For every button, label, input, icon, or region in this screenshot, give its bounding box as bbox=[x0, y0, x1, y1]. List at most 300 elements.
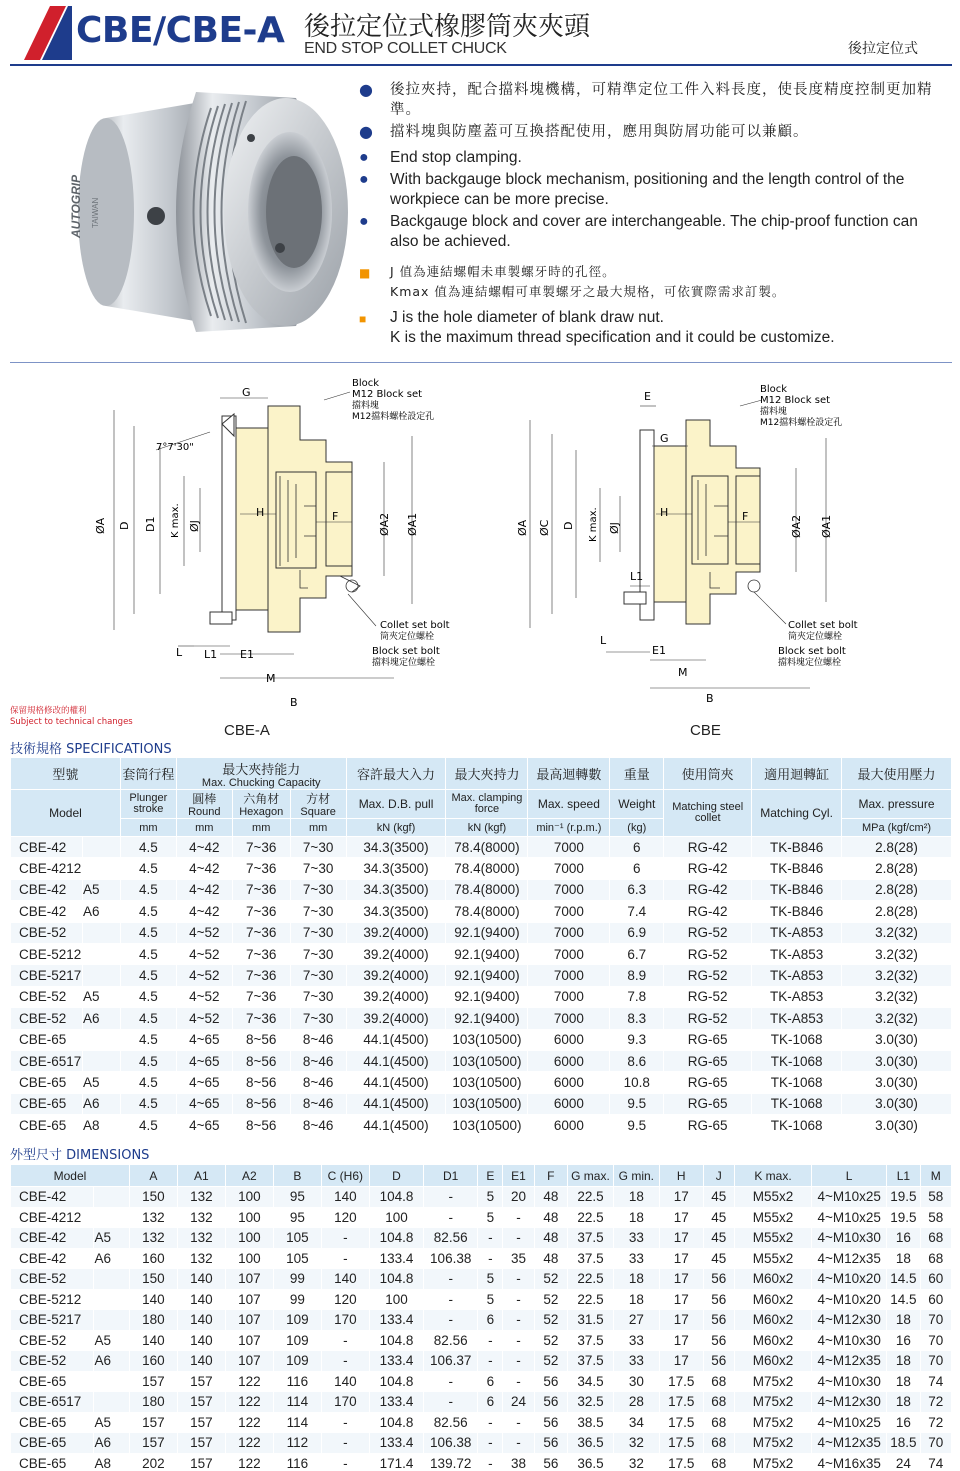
spec-cell: 7~36 bbox=[232, 943, 290, 964]
dim-cell: 31.5 bbox=[568, 1310, 614, 1331]
spec-header: 使用筒夾 bbox=[664, 758, 752, 790]
spec-cell: 7000 bbox=[528, 837, 610, 858]
dim-cell: 33 bbox=[613, 1351, 659, 1372]
spec-cell: 6000 bbox=[528, 1115, 610, 1136]
dim-cell: 132 bbox=[177, 1207, 225, 1228]
dim-label-l1: L1 bbox=[630, 570, 644, 583]
dim-cell: - bbox=[503, 1412, 534, 1433]
dim-cell: 95 bbox=[273, 1187, 321, 1208]
dim-cell: 17 bbox=[659, 1207, 703, 1228]
dim-cell: 18.5 bbox=[887, 1433, 920, 1454]
spec-cell: RG-52 bbox=[664, 922, 752, 943]
spec-cell: 6 bbox=[610, 858, 664, 879]
dim-cell: 33 bbox=[613, 1228, 659, 1249]
dim-cell: 140 bbox=[321, 1371, 369, 1392]
spec-cell: 4~42 bbox=[176, 837, 232, 858]
dim-cell: 18 bbox=[887, 1351, 920, 1372]
spec-cell: 4.5 bbox=[120, 943, 176, 964]
bullet-square-icon: ■ bbox=[359, 312, 367, 326]
spec-unit: MPa (kgf/cm²) bbox=[842, 819, 952, 837]
dim-cell: 133.4 bbox=[369, 1248, 423, 1269]
feature-item: ● 擋料塊與防塵蓋可互換搭配使用，應用與防屑功能可以兼顧。 bbox=[359, 122, 809, 141]
title-english: END STOP COLLET CHUCK bbox=[304, 40, 507, 57]
callout-block-set: M12 Block set bbox=[760, 395, 831, 406]
spec-cell: 9.5 bbox=[610, 1115, 664, 1136]
dim-cell: M60x2 bbox=[734, 1351, 811, 1372]
dim-cell: 36.5 bbox=[568, 1453, 614, 1471]
spec-row bbox=[11, 1093, 952, 1114]
dim-cell: 150 bbox=[129, 1187, 177, 1208]
spec-cell: 103(10500) bbox=[446, 1029, 528, 1050]
dim-cell: 105 bbox=[273, 1228, 321, 1249]
bullet-dot-icon: ● bbox=[359, 122, 374, 141]
spec-cell: 44.1(4500) bbox=[346, 1072, 446, 1093]
dim-cell: 4~M12x35 bbox=[812, 1351, 887, 1372]
spec-section-title: 技術規格 SPECIFICATIONS bbox=[10, 742, 172, 757]
spec-cell: 4~65 bbox=[176, 1115, 232, 1136]
spec-cell-variant: A6 bbox=[82, 1008, 120, 1029]
dim-cell-model: CBE-65 bbox=[11, 1433, 94, 1454]
dim-cell: 56 bbox=[703, 1330, 734, 1351]
dim-cell: 106.38 bbox=[424, 1248, 478, 1269]
spec-cell: 4.5 bbox=[120, 1050, 176, 1071]
spec-cell-model: CBE-42 bbox=[11, 879, 83, 900]
brand-slash-logo bbox=[14, 6, 72, 60]
dim-cell: 116 bbox=[273, 1453, 321, 1471]
spec-table bbox=[10, 757, 952, 1136]
dim-cell: 68 bbox=[703, 1392, 734, 1413]
dim-cell: 35 bbox=[503, 1248, 534, 1269]
spec-cell: 9.3 bbox=[610, 1029, 664, 1050]
dim-cell: 30 bbox=[613, 1371, 659, 1392]
dim-cell-model: CBE-52 bbox=[11, 1351, 94, 1372]
dim-header: E bbox=[478, 1165, 503, 1187]
spec-header: Max. D.B. pull bbox=[346, 790, 446, 819]
dim-cell: 19.5 bbox=[887, 1187, 920, 1208]
feature-item: ● With backgauge block mechanism, positioning and the length control of the workpiece can be more precise. bbox=[359, 171, 905, 208]
dim-cell-variant bbox=[94, 1371, 129, 1392]
dim-cell: 56 bbox=[534, 1371, 567, 1392]
dim-header: M bbox=[920, 1165, 951, 1187]
dim-cell: 133.4 bbox=[369, 1351, 423, 1372]
spec-cell: 92.1(9400) bbox=[446, 986, 528, 1007]
dim-cell: 70 bbox=[920, 1351, 951, 1372]
dim-cell: 56 bbox=[534, 1453, 567, 1471]
dim-cell: 4~M10x30 bbox=[812, 1228, 887, 1249]
dim-cell: - bbox=[503, 1289, 534, 1310]
dim-label-g: G bbox=[660, 432, 669, 445]
spec-cell-model: CBE-65 bbox=[11, 1072, 83, 1093]
dim-cell: 132 bbox=[177, 1228, 225, 1249]
dim-cell: 18 bbox=[887, 1248, 920, 1269]
dim-cell-model: CBE-5217 bbox=[11, 1310, 94, 1331]
spec-cell: 92.1(9400) bbox=[446, 922, 528, 943]
callout-block-set-zh: M12擋料螺栓設定孔 bbox=[760, 418, 843, 428]
spec-cell: 8~46 bbox=[290, 1093, 346, 1114]
dim-cell: 82.56 bbox=[424, 1412, 478, 1433]
spec-cell: TK-1068 bbox=[752, 1115, 842, 1136]
dim-cell: 4~M10x30 bbox=[812, 1330, 887, 1351]
dim-cell: 180 bbox=[129, 1392, 177, 1413]
dim-cell: 56 bbox=[534, 1412, 567, 1433]
spec-cell: 7~36 bbox=[232, 837, 290, 858]
spec-cell: 4.5 bbox=[120, 837, 176, 858]
dim-header: F bbox=[534, 1165, 567, 1187]
dim-cell: 56 bbox=[534, 1433, 567, 1454]
dim-cell: 157 bbox=[129, 1433, 177, 1454]
dim-cell: - bbox=[424, 1207, 478, 1228]
spec-cell: 7.8 bbox=[610, 986, 664, 1007]
spec-cell: 7~36 bbox=[232, 922, 290, 943]
spec-header: Plunger stroke bbox=[120, 790, 176, 819]
spec-cell-model: CBE-52 bbox=[11, 1008, 83, 1029]
dim-cell-variant: A5 bbox=[94, 1228, 129, 1249]
dim-cell: - bbox=[424, 1269, 478, 1290]
callout-block-bolt: Block set bolt bbox=[778, 646, 846, 657]
dim-cell: 120 bbox=[321, 1207, 369, 1228]
spec-cell: 4.5 bbox=[120, 965, 176, 986]
spec-header: 型號 bbox=[11, 758, 121, 790]
spec-cell: 4.5 bbox=[120, 922, 176, 943]
dim-header: J bbox=[703, 1165, 734, 1187]
dim-label-c: ØC bbox=[538, 519, 551, 536]
spec-row bbox=[11, 858, 952, 879]
spec-cell: 39.2(4000) bbox=[346, 943, 446, 964]
section-divider bbox=[10, 362, 952, 363]
dim-cell: 140 bbox=[321, 1269, 369, 1290]
dim-label-l: L bbox=[600, 634, 607, 647]
spec-row bbox=[11, 1115, 952, 1136]
spec-cell: TK-A853 bbox=[752, 986, 842, 1007]
note-item: ■ J 值為連結螺帽未車製螺牙時的孔徑。 Kmax 值為連結螺帽可車製螺牙之最大規格，可依實際需求訂製。 bbox=[359, 264, 786, 299]
spec-cell: 3.2(32) bbox=[842, 986, 952, 1007]
spec-cell: 7~36 bbox=[232, 986, 290, 1007]
dim-cell: 52 bbox=[534, 1310, 567, 1331]
dim-cell: 157 bbox=[177, 1392, 225, 1413]
dim-cell: 139.72 bbox=[424, 1453, 478, 1471]
callout-collet-bolt-zh: 筒夾定位螺栓 bbox=[380, 632, 435, 642]
spec-cell: 7~30 bbox=[290, 943, 346, 964]
dim-cell: 106.38 bbox=[424, 1433, 478, 1454]
spec-cell: 4.5 bbox=[120, 901, 176, 922]
dim-cell: 4~M12x30 bbox=[812, 1392, 887, 1413]
spec-cell: 4.5 bbox=[120, 1008, 176, 1029]
dim-row bbox=[11, 1453, 952, 1471]
dim-cell: 22.5 bbox=[568, 1207, 614, 1228]
dim-cell: 4~M10x30 bbox=[812, 1371, 887, 1392]
title-chinese: 後拉定位式橡膠筒夾夾頭 bbox=[304, 12, 591, 42]
dim-cell: 140 bbox=[321, 1187, 369, 1208]
dim-cell-variant: A6 bbox=[94, 1433, 129, 1454]
spec-unit: min⁻¹ (r.p.m.) bbox=[528, 819, 610, 837]
dim-cell: 17 bbox=[659, 1330, 703, 1351]
dim-cell: 37.5 bbox=[568, 1330, 614, 1351]
spec-cell: 34.3(3500) bbox=[346, 901, 446, 922]
dim-cell: 17.5 bbox=[659, 1412, 703, 1433]
bullet-square-icon: ■ bbox=[359, 266, 372, 280]
spec-cell: 3.2(32) bbox=[842, 1008, 952, 1029]
dim-cell: 157 bbox=[177, 1433, 225, 1454]
dim-cell: 140 bbox=[177, 1351, 225, 1372]
spec-cell-variant: A8 bbox=[82, 1115, 120, 1136]
spec-cell: 4.5 bbox=[120, 879, 176, 900]
spec-cell: TK-B846 bbox=[752, 901, 842, 922]
dim-cell: 160 bbox=[129, 1351, 177, 1372]
dim-label-g: G bbox=[242, 386, 251, 399]
spec-cell: 7~30 bbox=[290, 986, 346, 1007]
spec-cell: 3.0(30) bbox=[842, 1050, 952, 1071]
dim-cell: 133.4 bbox=[369, 1392, 423, 1413]
dim-cell: 157 bbox=[177, 1371, 225, 1392]
dim-cell-variant: A8 bbox=[94, 1453, 129, 1471]
dim-cell: 82.56 bbox=[424, 1228, 478, 1249]
dim-cell: 82.56 bbox=[424, 1330, 478, 1351]
dim-cell: 104.8 bbox=[369, 1269, 423, 1290]
model-title: CBE/CBE-A bbox=[76, 10, 285, 51]
spec-cell: 3.0(30) bbox=[842, 1072, 952, 1093]
dim-cell: 170 bbox=[321, 1392, 369, 1413]
dim-label-e: E bbox=[644, 390, 651, 403]
callout-collet-bolt: Collet set bolt bbox=[380, 620, 450, 631]
dim-cell: 68 bbox=[703, 1412, 734, 1433]
page-header bbox=[0, 0, 960, 68]
dim-cell: 5 bbox=[478, 1207, 503, 1228]
dim-cell: 70 bbox=[920, 1310, 951, 1331]
spec-unit: mm bbox=[232, 819, 290, 837]
spec-cell: TK-A853 bbox=[752, 1008, 842, 1029]
dim-cell: 68 bbox=[703, 1433, 734, 1454]
dim-cell: - bbox=[424, 1310, 478, 1331]
bullet-dot-icon: ● bbox=[359, 80, 374, 99]
spec-cell: 7~36 bbox=[232, 858, 290, 879]
spec-cell: 34.3(3500) bbox=[346, 858, 446, 879]
dim-cell: 58 bbox=[920, 1187, 951, 1208]
spec-cell-variant: A6 bbox=[82, 901, 120, 922]
dim-cell: 60 bbox=[920, 1289, 951, 1310]
dim-label-a1: ØA1 bbox=[406, 512, 419, 536]
dim-cell-variant bbox=[94, 1207, 129, 1228]
spec-cell: 8~46 bbox=[290, 1050, 346, 1071]
dim-cell: - bbox=[478, 1351, 503, 1372]
spec-cell: 8~46 bbox=[290, 1072, 346, 1093]
spec-cell: TK-A853 bbox=[752, 943, 842, 964]
dim-cell-model: CBE-5212 bbox=[11, 1289, 94, 1310]
dim-cell-variant bbox=[94, 1269, 129, 1290]
dim-row bbox=[11, 1269, 952, 1290]
dim-cell-model: CBE-42 bbox=[11, 1187, 94, 1208]
spec-cell: 7~30 bbox=[290, 1008, 346, 1029]
dim-cell: 116 bbox=[273, 1371, 321, 1392]
spec-cell: 4~65 bbox=[176, 1093, 232, 1114]
callout-block: Block bbox=[760, 384, 788, 395]
dim-cell: 100 bbox=[225, 1248, 273, 1269]
dim-cell: 18 bbox=[887, 1392, 920, 1413]
dim-cell: 5 bbox=[478, 1187, 503, 1208]
dim-row bbox=[11, 1351, 952, 1372]
dim-label-m: M bbox=[266, 672, 276, 685]
note-item: ■ J is the hole diameter of blank draw nut. K is the maximum thread specification and it could be customize. bbox=[359, 309, 835, 346]
dim-cell: 107 bbox=[225, 1269, 273, 1290]
dim-cell: 106.37 bbox=[424, 1351, 478, 1372]
dim-label-h: H bbox=[256, 506, 265, 519]
spec-cell: 8~46 bbox=[290, 1029, 346, 1050]
dim-cell: 22.5 bbox=[568, 1269, 614, 1290]
dim-row bbox=[11, 1412, 952, 1433]
spec-cell: 7~36 bbox=[232, 965, 290, 986]
dim-cell: 122 bbox=[225, 1453, 273, 1471]
spec-cell-variant: A5 bbox=[82, 986, 120, 1007]
dim-cell: 180 bbox=[129, 1310, 177, 1331]
dim-cell: 17.5 bbox=[659, 1453, 703, 1471]
dim-label-a: ØA bbox=[94, 517, 107, 534]
dim-cell: 140 bbox=[177, 1330, 225, 1351]
dim-cell: - bbox=[503, 1207, 534, 1228]
dim-cell: 157 bbox=[129, 1371, 177, 1392]
spec-header: 重量 bbox=[610, 758, 664, 790]
dim-cell: - bbox=[478, 1433, 503, 1454]
dim-cell: 140 bbox=[129, 1289, 177, 1310]
spec-cell-variant bbox=[82, 1050, 120, 1071]
dim-cell: - bbox=[478, 1248, 503, 1269]
spec-cell: RG-42 bbox=[664, 901, 752, 922]
spec-cell: 2.8(28) bbox=[842, 901, 952, 922]
dim-cell: 18 bbox=[887, 1310, 920, 1331]
spec-cell: 6.3 bbox=[610, 879, 664, 900]
category-label: 後拉定位式 bbox=[848, 41, 918, 57]
spec-cell: RG-65 bbox=[664, 1093, 752, 1114]
spec-cell: 4.5 bbox=[120, 858, 176, 879]
dim-cell: 45 bbox=[703, 1187, 734, 1208]
dim-cell: 160 bbox=[129, 1248, 177, 1269]
dim-cell: 104.8 bbox=[369, 1228, 423, 1249]
spec-row bbox=[11, 1008, 952, 1029]
dim-cell-variant: A6 bbox=[94, 1248, 129, 1269]
dim-cell: 68 bbox=[703, 1371, 734, 1392]
spec-cell: 4.5 bbox=[120, 1115, 176, 1136]
spec-cell: TK-A853 bbox=[752, 922, 842, 943]
dim-cell: 100 bbox=[225, 1187, 273, 1208]
dim-cell: 157 bbox=[177, 1412, 225, 1433]
dim-cell: - bbox=[503, 1433, 534, 1454]
dim-label-d1: D1 bbox=[144, 516, 157, 532]
dim-cell-model: CBE-42 bbox=[11, 1228, 94, 1249]
dim-table bbox=[10, 1164, 952, 1471]
dim-cell: 68 bbox=[920, 1248, 951, 1269]
spec-cell: TK-1068 bbox=[752, 1029, 842, 1050]
spec-cell-variant bbox=[82, 858, 120, 879]
spec-cell: 4~52 bbox=[176, 943, 232, 964]
spec-cell-variant bbox=[82, 1029, 120, 1050]
dim-cell: 109 bbox=[273, 1310, 321, 1331]
dim-cell: 170 bbox=[321, 1310, 369, 1331]
dim-label-a1: ØA1 bbox=[820, 514, 833, 538]
dim-cell: M75x2 bbox=[734, 1371, 811, 1392]
dim-cell: M60x2 bbox=[734, 1330, 811, 1351]
spec-header: Max. pressure bbox=[842, 790, 952, 819]
spec-header: 圓棒 Round bbox=[176, 790, 232, 819]
dim-cell: 171.4 bbox=[369, 1453, 423, 1471]
spec-cell-variant bbox=[82, 922, 120, 943]
dim-header-row bbox=[11, 1165, 952, 1187]
spec-cell: RG-65 bbox=[664, 1072, 752, 1093]
dim-cell: - bbox=[321, 1453, 369, 1471]
spec-cell: 7000 bbox=[528, 858, 610, 879]
dim-cell: 112 bbox=[273, 1433, 321, 1454]
spec-cell: 4.5 bbox=[120, 986, 176, 1007]
dim-cell: 17 bbox=[659, 1248, 703, 1269]
dim-cell: 18 bbox=[613, 1207, 659, 1228]
dim-cell: 114 bbox=[273, 1412, 321, 1433]
spec-cell: 8~56 bbox=[232, 1029, 290, 1050]
spec-cell: RG-52 bbox=[664, 986, 752, 1007]
spec-cell: 4~42 bbox=[176, 879, 232, 900]
spec-cell: 8.9 bbox=[610, 965, 664, 986]
feature-list bbox=[356, 80, 944, 350]
spec-cell: 34.3(3500) bbox=[346, 837, 446, 858]
feature-item: ● 後拉夾持，配合擋料塊機構，可精準定位工件入料長度，使長度精度控制更加精準。 bbox=[359, 80, 933, 118]
spec-cell: 4.5 bbox=[120, 1093, 176, 1114]
dim-cell: 56 bbox=[703, 1289, 734, 1310]
dim-row bbox=[11, 1228, 952, 1249]
dim-header: A2 bbox=[225, 1165, 273, 1187]
dim-cell: 17.5 bbox=[659, 1392, 703, 1413]
dim-cell: 18 bbox=[613, 1187, 659, 1208]
spec-header: 最大使用壓力 bbox=[842, 758, 952, 790]
spec-cell: 4~52 bbox=[176, 1008, 232, 1029]
dim-label-j: ØJ bbox=[188, 520, 201, 532]
spec-cell: 7~36 bbox=[232, 1008, 290, 1029]
spec-row bbox=[11, 922, 952, 943]
spec-cell-model: CBE-5217 bbox=[11, 965, 83, 986]
spec-cell: RG-65 bbox=[664, 1050, 752, 1071]
dim-cell-model: CBE-52 bbox=[11, 1330, 94, 1351]
dim-cell: M75x2 bbox=[734, 1433, 811, 1454]
dim-cell: 17 bbox=[659, 1310, 703, 1331]
spec-cell: TK-1068 bbox=[752, 1072, 842, 1093]
dim-cell: M75x2 bbox=[734, 1412, 811, 1433]
dim-header: C (H6) bbox=[321, 1165, 369, 1187]
spec-header: Weight bbox=[610, 790, 664, 819]
spec-cell: RG-52 bbox=[664, 965, 752, 986]
technical-drawing-cbe bbox=[510, 376, 900, 706]
dim-cell: 18 bbox=[613, 1289, 659, 1310]
spec-cell: 39.2(4000) bbox=[346, 922, 446, 943]
dim-cell: 4~M12x30 bbox=[812, 1310, 887, 1331]
dim-cell: 56 bbox=[534, 1392, 567, 1413]
dim-cell: - bbox=[321, 1412, 369, 1433]
callout-block-zh: 擋料塊 bbox=[760, 407, 788, 417]
dim-cell: 132 bbox=[177, 1248, 225, 1269]
spec-cell: 3.2(32) bbox=[842, 965, 952, 986]
dim-cell: 122 bbox=[225, 1371, 273, 1392]
dim-cell-variant: A6 bbox=[94, 1351, 129, 1372]
callout-block-bolt-zh: 擋料塊定位螺栓 bbox=[778, 658, 842, 668]
spec-header: Model bbox=[11, 790, 121, 837]
dim-cell: 140 bbox=[177, 1289, 225, 1310]
spec-row bbox=[11, 965, 952, 986]
spec-header: 容許最大入力 bbox=[346, 758, 446, 790]
dim-label-l: L bbox=[176, 646, 183, 659]
dim-header: G max. bbox=[568, 1165, 614, 1187]
dim-cell-variant: A5 bbox=[94, 1330, 129, 1351]
dim-cell: 132 bbox=[177, 1187, 225, 1208]
spec-cell: TK-B846 bbox=[752, 879, 842, 900]
dim-cell: 58 bbox=[920, 1207, 951, 1228]
dim-cell: 48 bbox=[534, 1187, 567, 1208]
dim-cell: M55x2 bbox=[734, 1207, 811, 1228]
spec-header: Matching Cyl. bbox=[752, 790, 842, 837]
spec-cell: 3.0(30) bbox=[842, 1115, 952, 1136]
